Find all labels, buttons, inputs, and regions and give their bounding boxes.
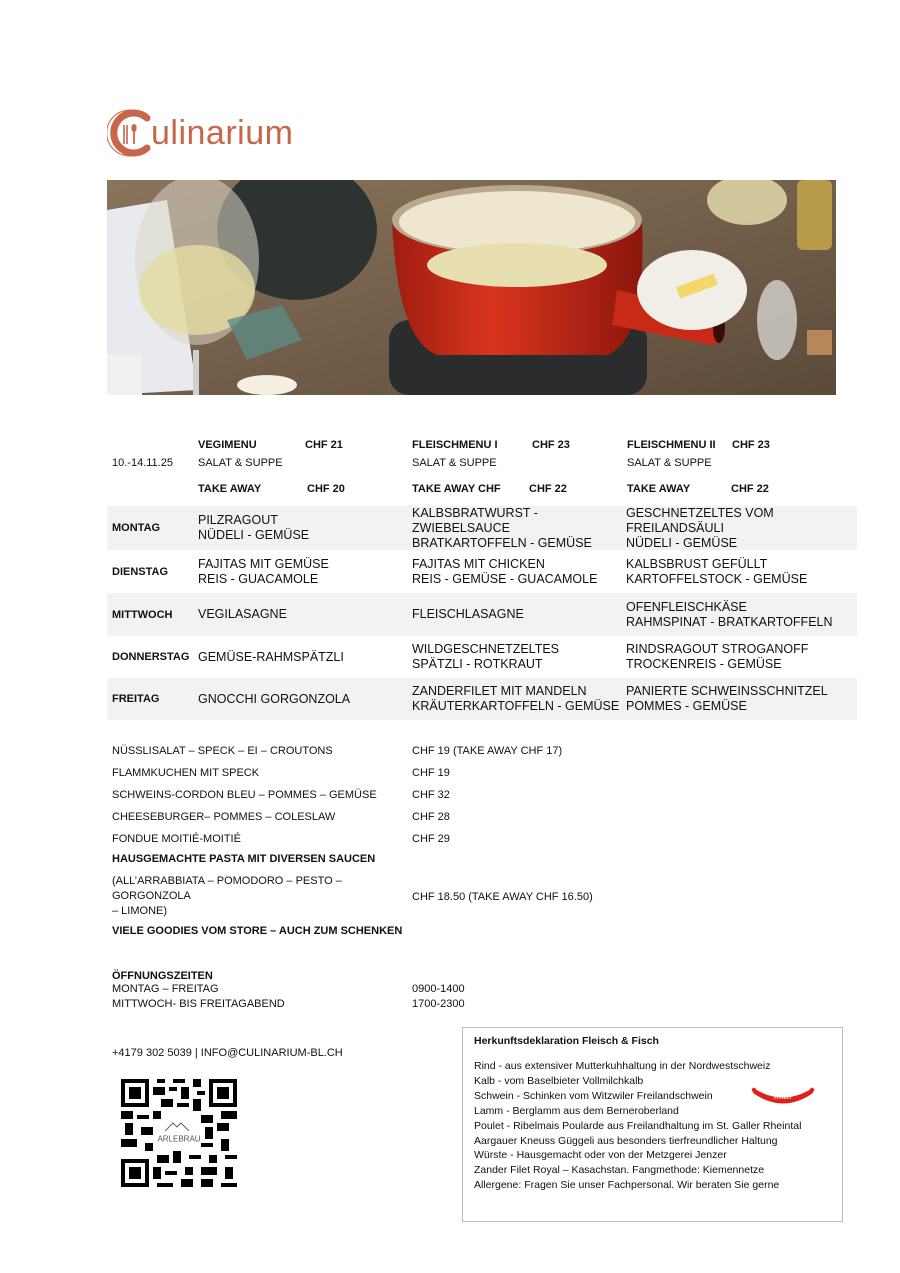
pasta-row [112, 874, 812, 919]
pasta-sauces: (ALL’ARRABBIATA – POMODORO – PESTO – GORGONZOLA – LIMONE) [112, 875, 342, 917]
fleisch1-dish: ZANDERFILET MIT MANDELN KRÄUTERKARTOFFELN - GEMÜSE [412, 684, 620, 713]
vegi-dish: FAJITAS MIT GEMÜSE REIS - GUACAMOLE [198, 556, 329, 586]
fleisch2-dish: PANIERTE SCHWEINSSCHNITZEL POMMES - GEMÜSE [626, 684, 828, 713]
menu-row-montag [107, 506, 857, 550]
fleisch1-dish: WILDGESCHNETZELTES SPÄTZLI - ROTKRAUT [412, 642, 560, 671]
qr-code-icon [121, 1079, 237, 1187]
pasta-title: HAUSGEMACHTE PASTA MIT DIVERSEN SAUCEN [112, 853, 376, 865]
menu-row-donnerstag [107, 636, 857, 678]
origin-line: Schwein - Schinken vom Witzwiler Freilandschwein [474, 1089, 713, 1102]
origin-line: Allergene: Fragen Sie unser Fachpersonal. Wir beraten Sie gerne [474, 1179, 780, 1192]
goodies-note: VIELE GOODIES VOM STORE – AUCH ZUM SCHENKEN [112, 925, 403, 937]
fleischmenu1-price: CHF 23 [532, 439, 570, 451]
origin-declaration [462, 1027, 843, 1222]
weekly-menu-table [107, 436, 857, 720]
fleisch1-dish: KALBSBRATWURST - ZWIEBELSAUCE BRATKARTOFFELN - GEMÜSE [412, 505, 592, 550]
fleisch1-dish: FLEISCHLASAGNE [412, 607, 524, 621]
menu-row-mittwoch [107, 593, 857, 636]
vegi-dish: VEGILASAGNE [198, 607, 287, 621]
day-label: MONTAG [112, 522, 161, 534]
fleisch2-dish: GESCHNETZELTES VOM FREILANDSÄULI NÜDELI - GEMÜSE [626, 505, 774, 550]
fondue-photo-icon [107, 180, 836, 395]
vegimenu-sub: SALAT & SUPPE [198, 457, 283, 469]
origin-line: Lamm - Berglamm aus dem Berneroberland [474, 1104, 679, 1117]
fleisch2-dish: RINDSRAGOUT STROGANOFF TROCKENREIS - GEMÜSE [626, 642, 809, 671]
vegi-dish: PILZRAGOUT NÜDELI - GEMÜSE [198, 513, 310, 542]
fleischmenu1-takeaway-label: TAKE AWAY CHF [412, 483, 501, 495]
culinarium-logo [107, 107, 293, 159]
jenzer-sausage-logo-icon [751, 1084, 815, 1108]
hours-row: MITTWOCH- BIS FREITAGABEND 1700-2300 [112, 998, 465, 1010]
origin-line: Rind - aus extensiver Mutterkuhhaltung in der Nordwestschweiz [474, 1060, 771, 1072]
svg-text:ARLEBRAU: ARLEBRAU [157, 1134, 201, 1144]
origin-line: Kalb - vom Baselbieter Vollmilchkalb [474, 1074, 644, 1087]
list-item: FONDUE MOITIÉ-MOITIÉ CHF 29 [112, 833, 450, 845]
contact-info[interactable]: +4179 302 5039 | INFO@CULINARIUM-BL.CH [112, 1047, 343, 1059]
list-item: CHEESEBURGER– POMMES – COLESLAW CHF 28 [112, 811, 450, 823]
date-range: 10.-14.11.25 [112, 457, 173, 469]
svg-text:Jenzer: Jenzer [773, 1092, 793, 1101]
vegimenu-title: VEGIMENU [198, 439, 257, 451]
hero-fondue-image [107, 180, 836, 395]
fleischmenu2-sub: SALAT & SUPPE [627, 457, 712, 469]
list-item: NÜSSLISALAT – SPECK – EI – CROUTONS CHF 19 (TAKE AWAY CHF 17) [112, 745, 563, 757]
origin-line: Würste - Hausgemacht oder von der Metzgerei Jenzer [474, 1149, 727, 1162]
day-label: DONNERSTAG [112, 651, 190, 663]
qr-code[interactable] [121, 1079, 237, 1187]
vegimenu-price: CHF 21 [305, 439, 343, 451]
opening-hours [112, 970, 612, 1012]
hours-row: MONTAG – FREITAG 0900-1400 [112, 983, 465, 995]
hours-title: ÖFFNUNGSZEITEN [112, 970, 213, 982]
fleischmenu2-takeaway-label: TAKE AWAY [627, 483, 691, 495]
menu-row-freitag [107, 678, 857, 720]
brand-name: ulinarium [151, 113, 294, 152]
vegimenu-takeaway-label: TAKE AWAY [198, 483, 262, 495]
extras-list [112, 740, 812, 850]
day-label: DIENSTAG [112, 565, 169, 578]
vegimenu-takeaway-price: CHF 20 [307, 483, 345, 495]
origin-line: Aargauer Kneuss Güggeli aus besonders tierfreundlicher Haltung [474, 1134, 778, 1147]
pasta-price: CHF 18.50 (TAKE AWAY CHF 16.50) [412, 890, 593, 903]
fleischmenu2-price: CHF 23 [732, 439, 770, 451]
fleisch1-dish: FAJITAS MIT CHICKEN REIS - GEMÜSE - GUACAMOLE [412, 556, 598, 586]
vegi-dish: GNOCCHI GORGONZOLA [198, 691, 351, 706]
menu-header [107, 436, 857, 506]
fleischmenu2-title: FLEISCHMENU II [627, 439, 716, 451]
vegi-dish: GEMÜSE-RAHMSPÄTZLI [198, 649, 344, 664]
fleischmenu1-takeaway-price: CHF 22 [529, 483, 567, 495]
fleischmenu1-title: FLEISCHMENU I [412, 439, 498, 451]
fleischmenu2-takeaway-price: CHF 22 [731, 483, 769, 495]
fleisch2-dish: KALBSBRUST GEFÜLLT KARTOFFELSTOCK - GEMÜSE [626, 556, 808, 586]
fleischmenu1-sub: SALAT & SUPPE [412, 457, 497, 469]
day-label: MITTWOCH [112, 608, 173, 621]
origin-line: Poulet - Ribelmais Poularde aus Freilandhaltung im St. Galler Rheintal [474, 1119, 802, 1132]
logo-c-cutlery-icon [107, 108, 157, 158]
day-label: FREITAG [112, 693, 160, 705]
origin-title: Herkunftsdeklaration Fleisch & Fisch [474, 1035, 659, 1047]
origin-line: Zander Filet Royal – Kasachstan. Fangmethode: Kiemennetze [474, 1164, 765, 1177]
list-item: FLAMMKUCHEN MIT SPECK CHF 19 [112, 767, 450, 779]
menu-row-dienstag [107, 550, 857, 593]
fleisch2-dish: OFENFLEISCHKÄSE RAHMSPINAT - BRATKARTOFFELN [626, 599, 833, 629]
list-item: SCHWEINS-CORDON BLEU – POMMES – GEMÜSE CHF 32 [112, 789, 450, 801]
